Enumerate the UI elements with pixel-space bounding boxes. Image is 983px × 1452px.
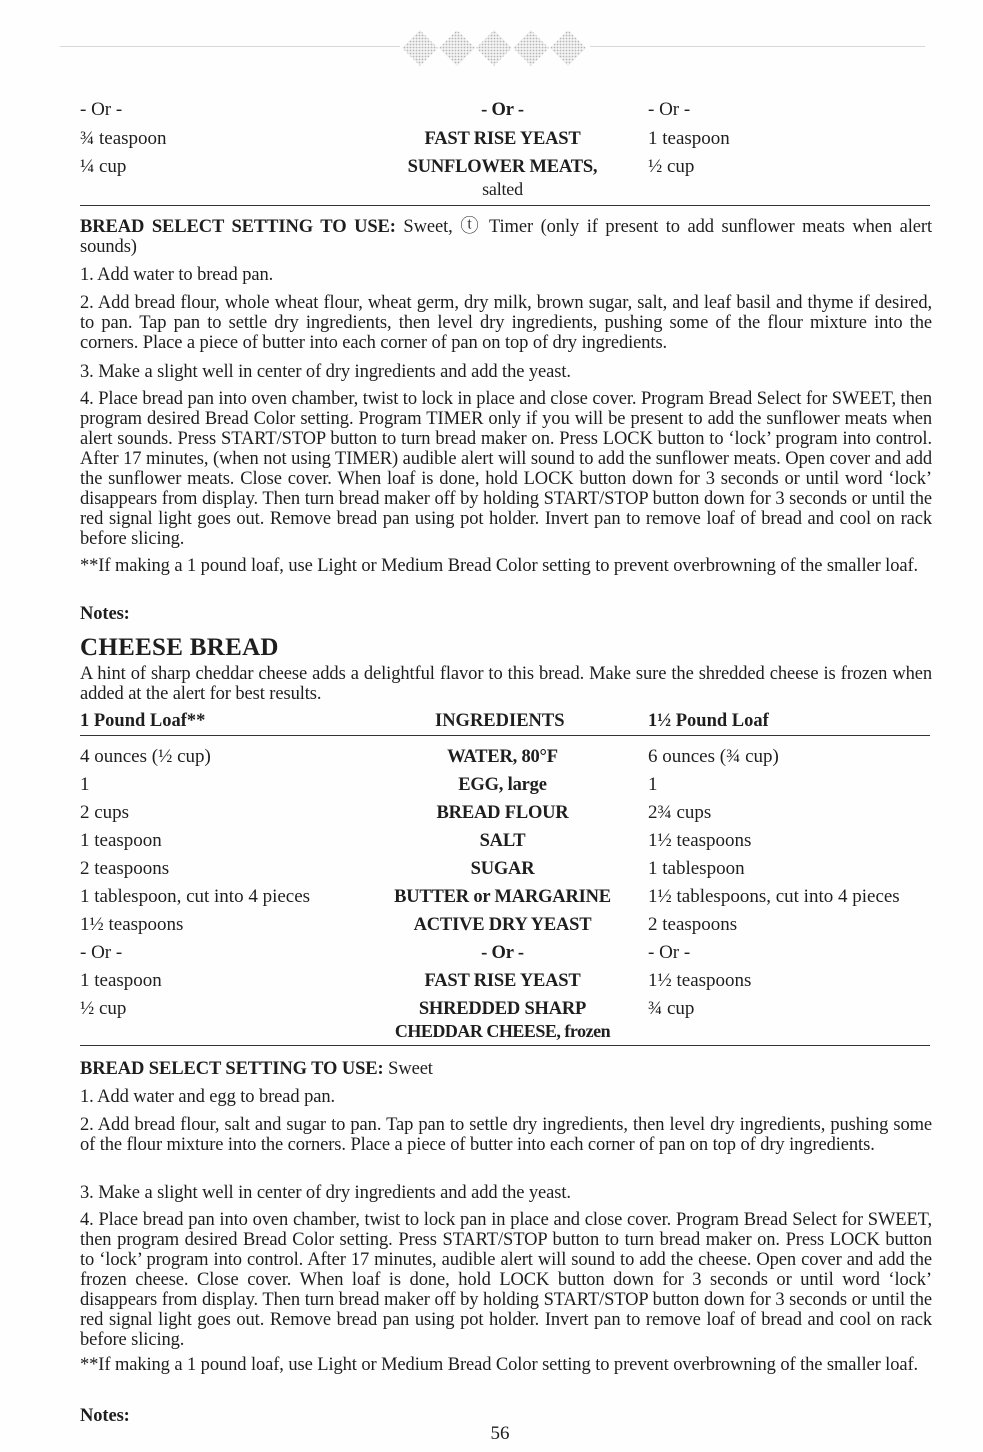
ingredient-main: SUNFLOWER MEATS, bbox=[407, 157, 598, 177]
amount-one-pound: - Or - bbox=[80, 942, 123, 963]
ingredient-name: WATER, 80°F bbox=[447, 747, 558, 767]
amount-one-pound: 1 tablespoon, cut into 4 pieces bbox=[80, 886, 311, 907]
amount-one-half-pound: - Or - bbox=[648, 942, 691, 963]
header-one-half-pound: 1½ Pound Loaf bbox=[648, 711, 769, 731]
setting-label: BREAD SELECT SETTING TO USE: bbox=[80, 217, 396, 237]
ingredient-name: ACTIVE DRY YEAST bbox=[413, 915, 592, 935]
recipe-intro: A hint of sharp cheddar cheese adds a delightful flavor to this bread. Make sure the shredded cheese is frozen when added at the alert for best results. bbox=[80, 664, 932, 704]
amount-one-half-pound: 1 tablespoon bbox=[648, 858, 745, 879]
ingredient-sub: CHEDDAR CHEESE, frozen bbox=[394, 1021, 611, 1041]
amount-one-pound: 2 cups bbox=[80, 802, 130, 823]
table-divider bbox=[80, 1045, 930, 1046]
ingredient-name: SALT bbox=[479, 831, 526, 851]
footnote: **If making a 1 pound loaf, use Light or Medium Bread Color setting to prevent overbrowning of the smaller loaf. bbox=[80, 1355, 919, 1375]
table-divider bbox=[80, 205, 930, 206]
ingredient-name bbox=[380, 998, 625, 1042]
ingredient-main: SHREDDED SHARP bbox=[418, 999, 587, 1019]
step-1: 1. Add water to bread pan. bbox=[80, 265, 274, 285]
ingredient-name: FAST RISE YEAST bbox=[424, 129, 581, 149]
ingredient-name: - Or - bbox=[481, 943, 524, 963]
amount-one-half-pound: 2 teaspoons bbox=[648, 914, 738, 935]
amount-one-pound: 1 bbox=[80, 774, 90, 795]
header-ingredients: INGREDIENTS bbox=[435, 711, 565, 731]
step-3: 3. Make a slight well in center of dry ingredients and add the yeast. bbox=[80, 1183, 571, 1203]
setting-value: Sweet, ⓣ Timer (only if present to add sunflower meats when alert sounds) bbox=[80, 217, 932, 257]
step-1: 1. Add water and egg to bread pan. bbox=[80, 1087, 336, 1107]
amount-one-pound: 2 teaspoons bbox=[80, 858, 170, 879]
amount-one-pound: 4 ounces (½ cup) bbox=[80, 746, 211, 767]
bread-select-setting bbox=[80, 217, 932, 257]
bread-select-setting bbox=[80, 1059, 932, 1079]
amount-one-half-pound: 1½ teaspoons bbox=[648, 970, 752, 991]
step-2: 2. Add bread flour, whole wheat flour, wheat germ, dry milk, brown sugar, salt, and leaf basil and thyme if desired, to pan. Tap pan to settle dry ingredients, then level dry ingredients, pushing some of the flour mixture into the corners. Place a piece of butter into each corner of pan on top of dry ingredients. bbox=[80, 293, 932, 353]
header-rule-left bbox=[60, 46, 400, 47]
table-divider bbox=[80, 735, 930, 736]
ingredient-name: - Or - bbox=[481, 100, 524, 120]
amount-one-half-pound: 1 teaspoon bbox=[648, 128, 730, 149]
diamond-ornament-icon bbox=[400, 28, 590, 68]
amount-one-pound: 1½ teaspoons bbox=[80, 914, 184, 935]
ingredient-name: EGG, large bbox=[458, 775, 547, 795]
header-one-pound: 1 Pound Loaf** bbox=[80, 711, 206, 731]
ingredient-name: FAST RISE YEAST bbox=[424, 971, 581, 991]
header-rule-right bbox=[590, 46, 925, 47]
notes-label: Notes: bbox=[80, 604, 130, 624]
amount-one-half-pound: ¾ cup bbox=[648, 998, 695, 1019]
ingredient-name: BREAD FLOUR bbox=[436, 803, 569, 823]
amount-one-pound: 1 teaspoon bbox=[80, 970, 162, 991]
notes-label: Notes: bbox=[80, 1406, 130, 1426]
step-2: 2. Add bread flour, salt and sugar to pan. Tap pan to settle dry ingredients, then level dry ingredients, pushing some of the flour mixture into the corners. Place a piece of butter into each corner of pan on top of dry ingredients. bbox=[80, 1115, 932, 1155]
amount-one-half-pound: 6 ounces (¾ cup) bbox=[648, 746, 779, 767]
amount-one-half-pound: 2¾ cups bbox=[648, 802, 712, 823]
ingredient-name: SUGAR bbox=[470, 859, 535, 879]
amount-one-pound: ¼ cup bbox=[80, 156, 127, 177]
amount-one-pound: ¾ teaspoon bbox=[80, 128, 167, 149]
amount-one-half-pound: 1½ teaspoons bbox=[648, 830, 752, 851]
amount-one-pound: ½ cup bbox=[80, 998, 127, 1019]
setting-label: BREAD SELECT SETTING TO USE: bbox=[80, 1059, 384, 1079]
ingredient-name: BUTTER or MARGARINE bbox=[394, 887, 611, 907]
amount-one-half-pound: 1½ tablespoons, cut into 4 pieces bbox=[648, 886, 900, 907]
amount-one-pound: 1 teaspoon bbox=[80, 830, 162, 851]
step-4: 4. Place bread pan into oven chamber, twist to lock in place and close cover. Program Bread Select for SWEET, then program desired Bread Color setting. Program TIMER only if you will be present to add the sunflower meats when alert sounds. Press START/STOP button to turn bread maker on. Press LOCK button to ‘lock’ program into control. After 17 minutes, (when not using TIMER) audible alert will sound to add the sunflower meats. Open cover and add the sunflower meats. Close cover. When loaf is done, hold LOCK button down for 3 seconds or until word ‘lock’ disappears from display. Then turn bread maker off by holding START/STOP button down for 3 seconds or until the red signal light goes out. Remove bread pan using pot holder. Invert pan to remove loaf of bread and cool on rack before slicing. bbox=[80, 389, 932, 549]
amount-one-pound: - Or - bbox=[80, 99, 123, 120]
amount-one-half-pound: 1 bbox=[648, 774, 658, 795]
ingredient-sub: salted bbox=[482, 179, 523, 199]
amount-one-half-pound: ½ cup bbox=[648, 156, 695, 177]
setting-value: Sweet bbox=[383, 1059, 433, 1079]
page-number: 56 bbox=[490, 1423, 510, 1444]
step-3: 3. Make a slight well in center of dry ingredients and add the yeast. bbox=[80, 362, 571, 382]
ingredient-name bbox=[380, 156, 625, 200]
amount-one-half-pound: - Or - bbox=[648, 99, 691, 120]
step-4: 4. Place bread pan into oven chamber, twist to lock pan in place and close cover. Program Bread Select for SWEET, then program desired Bread Color setting. Press START/STOP button to turn bread maker on. Press LOCK button to ‘lock’ program into control. After 17 minutes, audible alert will sound to add the cheese. Open cover and add the frozen cheese. Close cover. When loaf is done, hold LOCK button down for 3 seconds or until word ‘lock’ disappears from display. Then turn bread maker off by holding START/STOP button down for 3 seconds or until the red signal light goes out. Remove bread pan using pot holder. Invert pan to remove loaf of bread and cool on rack before slicing. bbox=[80, 1210, 932, 1350]
footnote: **If making a 1 pound loaf, use Light or Medium Bread Color setting to prevent overbrowning of the smaller loaf. bbox=[80, 556, 919, 576]
recipe-title: CHEESE BREAD bbox=[80, 634, 279, 661]
